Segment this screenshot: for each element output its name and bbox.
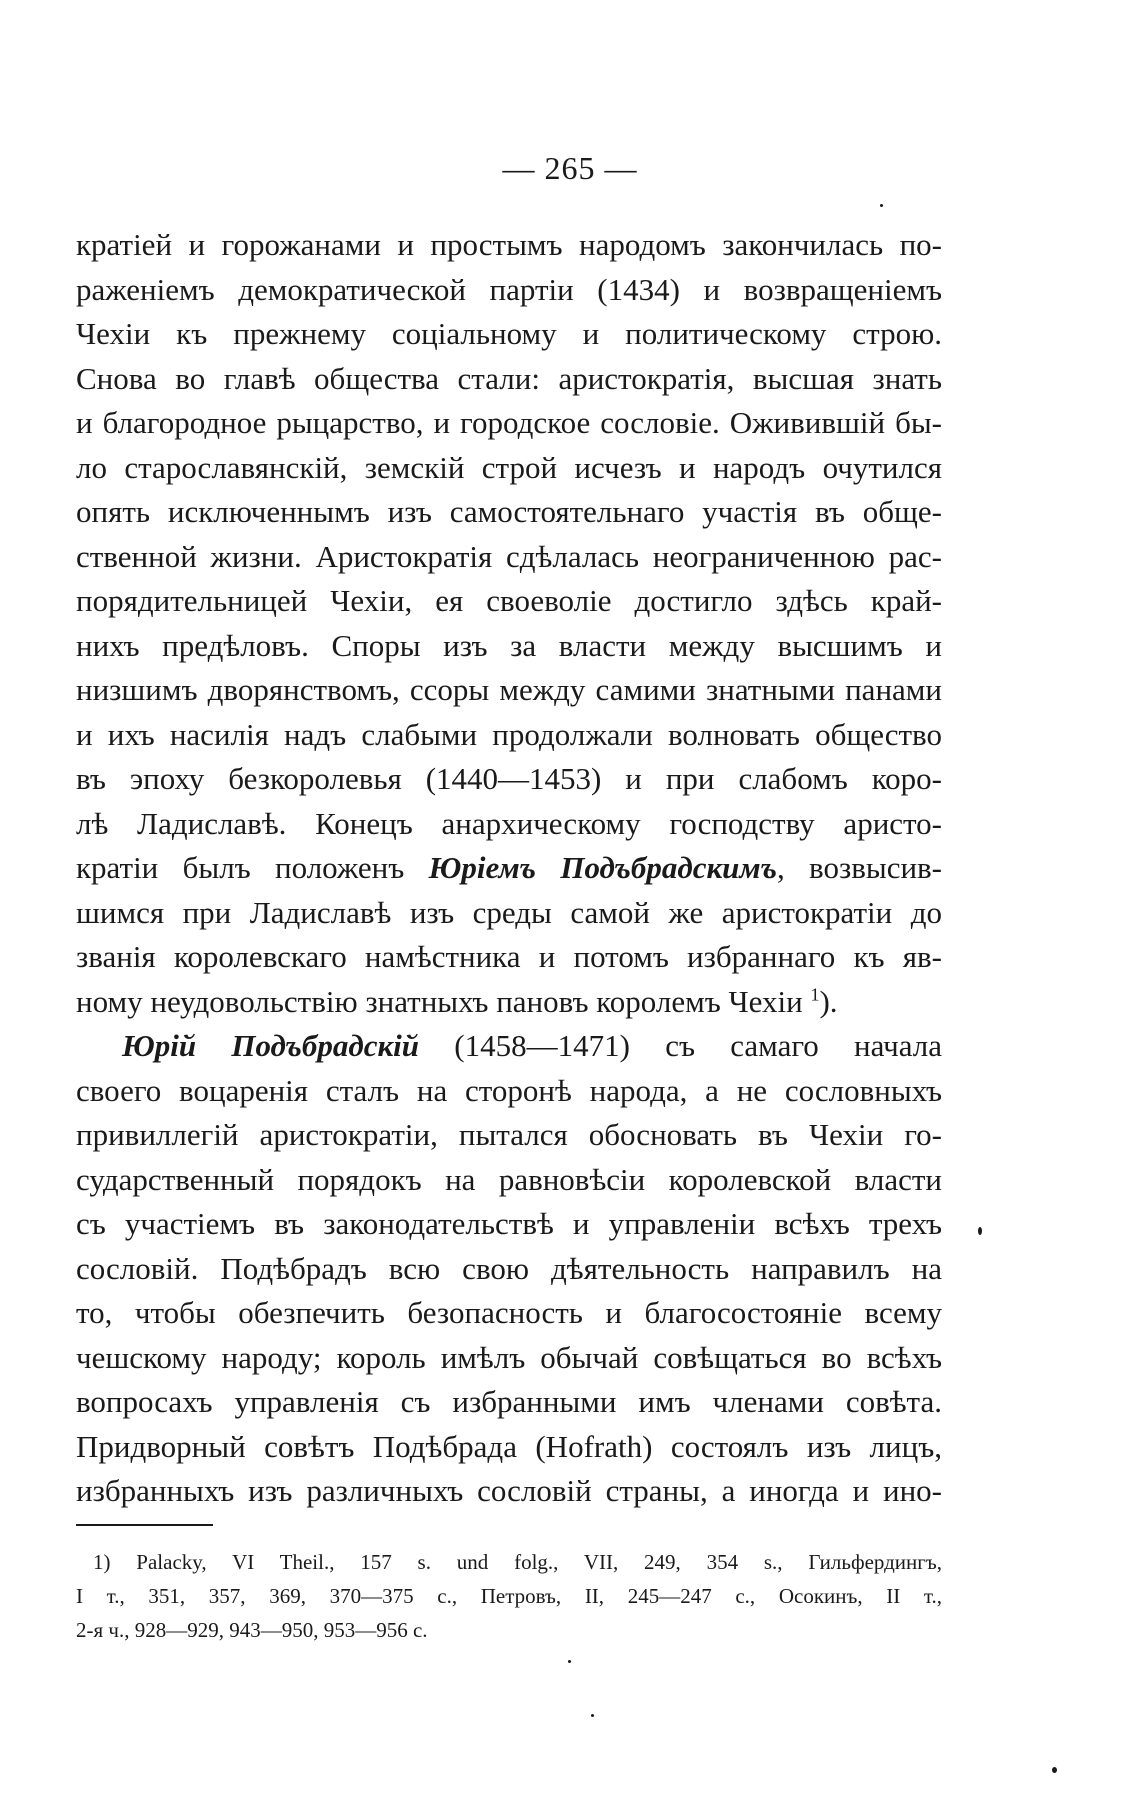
italic-name: Юрій Подъбрадскій xyxy=(122,1028,420,1063)
text-line: нихъ предѣловъ. Споры изъ за власти между высшимъ и xyxy=(76,627,942,663)
text-line: низшимъ дворянствомъ, ссоры между самими знатными панами xyxy=(76,672,942,707)
line-text: (1458—1471) съ самаго начала xyxy=(419,1028,942,1063)
print-speck xyxy=(591,1714,594,1717)
text-line: и ихъ насилія надъ слабыми продолжали волновать общество xyxy=(76,716,942,752)
text-line: шимся при Ладиславѣ изъ среды самой же аристократіи до xyxy=(76,894,942,930)
text-line: съ участіемъ въ законодательствѣ и управленіи всѣхъ трехъ xyxy=(76,1206,942,1241)
text-line xyxy=(76,846,942,891)
footnote-line: 2-я ч., 928—929, 943—950, 953—956 с. xyxy=(76,1618,428,1642)
text-line: избранныхъ изъ различныхъ сословій страны, а иногда и ино- xyxy=(76,1473,942,1508)
footnotes xyxy=(76,1545,942,1647)
text-line: лѣ Ладиславѣ. Конецъ анархическому господству аристо- xyxy=(76,805,942,841)
text-line: то, чтобы обезпечить безопасность и благосостояніе всему xyxy=(76,1295,942,1330)
text-line: своего воцаренія сталъ на сторонѣ народа, а не сословныхъ xyxy=(76,1072,942,1108)
print-speck xyxy=(880,204,883,207)
line-text: ному неудовольствію знатныхъ пановъ королемъ Чехіи xyxy=(76,983,811,1019)
text-line: раженіемъ демократической партіи (1434) и возвращеніемъ xyxy=(76,271,942,307)
text-line: вопросахъ управленія съ избранными имъ членами совѣта. xyxy=(76,1384,942,1419)
text-line xyxy=(76,980,942,1025)
line-text: , возвысив- xyxy=(776,850,943,885)
text-line: Снова во главѣ общества стали: аристократія, высшая знать xyxy=(76,360,942,396)
footnote-line: I т., 351, 357, 369, 370—375 с., Петровъ, II, 245—247 с., Осокинъ, II т., xyxy=(76,1584,942,1608)
paragraph-start xyxy=(76,1024,942,1069)
text-line: ло старославянскій, земскій строй исчезъ и народъ очутился xyxy=(76,449,942,485)
line-text: кратіи былъ положенъ xyxy=(76,850,429,885)
print-speck xyxy=(1052,1767,1057,1773)
text-line: въ эпоху безкоролевья (1440—1453) и при слабомъ коро- xyxy=(76,761,942,796)
text-line: опять исключеннымъ изъ самостоятельнаго участія въ обще- xyxy=(76,494,942,529)
text-line: Чехіи къ прежнему соціальному и политическому строю. xyxy=(76,316,942,351)
text-line: и благородное рыцарство, и городское сословіе. Оживившій бы- xyxy=(76,405,942,440)
print-speck xyxy=(978,1227,982,1235)
text-line: кратіей и горожанами и простымъ народомъ закончилась по- xyxy=(76,227,942,262)
text-line: порядительницей Чехіи, ея своеволіе достигло здѣсь край- xyxy=(76,583,942,618)
text-line: чешскому народу; король имѣлъ обычай совѣщаться во всѣхъ xyxy=(76,1339,942,1375)
text-line: званія королевскаго намѣстника и потомъ избраннаго къ яв- xyxy=(76,939,942,974)
footnote-divider xyxy=(76,1524,213,1526)
text-line: сословій. Подѣбрадъ всю свою дѣятельность направилъ на xyxy=(76,1250,942,1286)
text-line: ственной жизни. Аристократія сдѣлалась неограниченною рас- xyxy=(76,538,942,574)
text-line: Придворный совѣтъ Подѣбрада (Hofrath) состоялъ изъ лицъ, xyxy=(76,1428,942,1464)
main-text xyxy=(76,223,942,1514)
text-line: сударственный порядокъ на равновѣсіи королевской власти xyxy=(76,1161,942,1197)
footnote-marker: 1 xyxy=(810,984,820,1005)
print-speck xyxy=(568,1660,571,1663)
page-number: — 265 — xyxy=(502,150,638,186)
line-text: ). xyxy=(819,983,838,1019)
text-line: привиллегій аристократіи, пытался обосновать въ Чехіи го- xyxy=(76,1117,942,1152)
footnote-line: 1) Palacky, VI Theil., 157 s. und folg., VII, 249, 354 s., Гильфердингъ, xyxy=(93,1550,942,1574)
italic-name: Юріемъ Подъбрадскимъ xyxy=(428,850,777,885)
